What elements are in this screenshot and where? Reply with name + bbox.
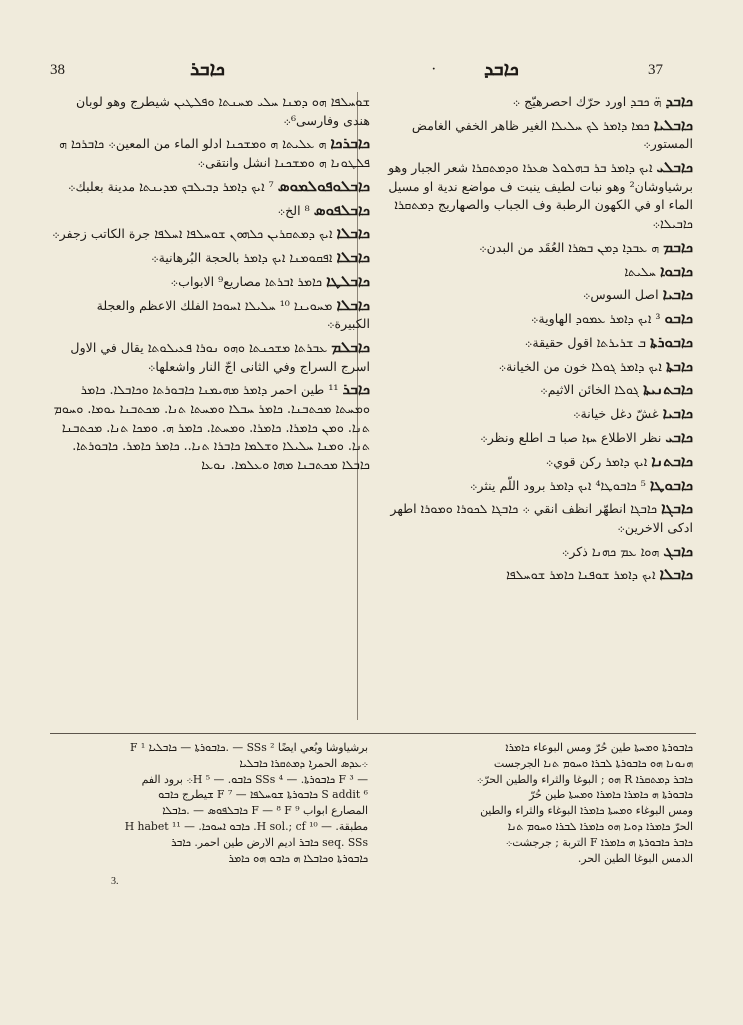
entry-headword: ܟܐܒܓܐ	[661, 499, 693, 518]
running-head-left: ܟܐܒܪ	[190, 58, 225, 80]
footnote-line: — ³ F ܟܐܒܘܪܬܐ. — ⁴ SSs ܟܐܒܘ. — ⁵ H܀ برود الفم	[141, 772, 368, 786]
entry-gloss: ܗ ܥܠܝܬܐ ܗ ܘܡܫܟܢܐ ادلو الماء من المعين܀ ܟܐܒܪܟܐ ܗ ܦܠܛܘܢܐ ܗ ܘܡܫܟܢܐ انشل وانتقى܀	[59, 136, 370, 170]
entry-headword: ܟܐܒܘܛܐ	[649, 475, 693, 494]
entry	[50, 134, 370, 172]
entry	[368, 452, 693, 472]
entry	[368, 116, 693, 154]
entry-headword: ܟܐܒܠܛܐ	[326, 271, 370, 290]
entry-gloss: ܒ ܫܪܝܪܬܐ اقول حقيقة܀	[524, 334, 647, 350]
entry	[368, 333, 693, 353]
entry	[368, 380, 693, 400]
entry-headword: ܟܐܒܠܝܐ	[653, 115, 693, 134]
entry-headword: ܟܐܒܠܐ	[659, 565, 693, 584]
running-header	[0, 58, 743, 88]
signature-mark: 3.	[111, 876, 119, 887]
entry	[50, 177, 370, 197]
footnote-line: ومس البوغاء ܘܡܚܬܐ ܟܐܡܪܐ البوغاء والثراء والطين	[480, 804, 693, 818]
entry-gloss: ܗܘܐ ܥܡ ܟܗܢܐ ذكر܀	[561, 543, 660, 559]
footnote-line: مطبقة. — ¹⁰ H sol.; cf. ܟܐܒܘ ܐܚܘܟܐ. — ¹¹ H habet	[124, 819, 368, 833]
entry-gloss: غشّ دغل خيانة܀	[572, 406, 659, 422]
footnote-line: ܟܐܒܘܪܬܐ ܘܡܚܬܐ طين حُرّ ومس البوعاء ܟܐܡܪܐ	[505, 741, 693, 754]
entry-gloss: ⁸ الخ܀	[277, 202, 310, 218]
entry-headword: ܟܐܒܓ	[663, 541, 693, 560]
entry	[50, 248, 370, 268]
entry-gloss: نظر الاطلاع ܚܙܐ صبا ܒ اطلع ونظر܀	[480, 429, 662, 445]
entry-gloss: ³ ܐܝܟ ܕܐܡܪ ܥܡܘܕ الهاوية܀	[530, 311, 661, 327]
footnote-line: المصارع ابواب ⁹ F — ⁸ F ܟܐܒܠܦܘܣ — .ܟܐܒܠܐ	[162, 804, 368, 818]
entry-gloss: ܫܘܚܠܦܐ ܗܘ ܕܡܢܐ ܚܠܝ ܡܚܢܬܐ ܘܦܠܛܝܢ شيطرج وهو لوبان هندى وفارسى⁶܀	[75, 94, 370, 128]
entry-headword: ܟܐܒܕ	[665, 92, 693, 110]
entry-headword: ܟܐܒܠܐ	[336, 224, 370, 243]
entry-gloss: ܐܦܩܘܡܢܐ ܐܝܟ ܕܐܡܪ بالحجة البُرهانية܀	[151, 250, 333, 266]
entry-headword: ܟܐܒܡ	[663, 237, 693, 256]
footnotes-left	[50, 740, 368, 885]
footnotes-right	[368, 740, 693, 885]
entry	[368, 238, 693, 258]
entry	[50, 380, 370, 474]
entry	[368, 499, 693, 537]
entry	[50, 92, 370, 130]
entry-gloss: ܚܠܝܬܐ	[624, 263, 656, 279]
entry-headword: ܟܐܒܠܝ	[656, 158, 693, 177]
entry-headword: ܟܐܒܠܐ	[336, 295, 370, 314]
entry-gloss: ܟܡܐ ܕܐܡܪ ܠܟ ܚܠܝܠܐ الغير ظاهر الخفي الغامض المستور܀	[411, 117, 693, 152]
footnote-line: ܀ܥܕܣ الحمرܐ ܕܡܬܩܪܐ ܟܐܒܠܝܐ	[239, 756, 368, 770]
entry-gloss: ܗ̈ ܟܒܕ اورد حرّك احصرهيّج ܀	[512, 94, 662, 109]
entry	[368, 262, 693, 282]
column-right	[368, 92, 693, 722]
entry-headword: ܟܐܒܬܐ	[665, 356, 693, 375]
footnote-line: ܟܐܒܘܪܬܐ ܗ ܟܐܡܪܐ ܟܐܡܪܐ ܘܡܚܬܐ طين حُرّ	[529, 788, 693, 802]
entry-gloss: ܐܝܟ ܕܐܡܪ ܫܘܦܢܐ ܟܐܡܪ ܫܘܚܠܦܐ	[506, 567, 656, 583]
entry	[368, 565, 693, 585]
entry	[50, 338, 370, 376]
footnote-line: الدمس البوغا الطين الحر.	[577, 851, 693, 865]
entry	[368, 476, 693, 496]
footnote-line: ܟܐܒܘܪܬܐ ܘܟܐܒܠܐ ܗ ܟܐܒܘ ܗܘ ܟܐܡܪ	[228, 851, 368, 865]
entry	[368, 404, 693, 424]
entry-gloss: ܥܒܪܬܐ ܡܫܟܢܬܐ ܘܗܘ ܢܘܪܐ ܦܥܝܠܘܬܐ يقال في الاول اسرج السراج وفي الثانى اجّ النار واشعلها܀	[70, 340, 370, 374]
entry-headword: ܟܐܒܬܢܐ	[651, 451, 693, 470]
entry-gloss: ܟܐܒܓܐ انطهّر انظف انقي ܀ ܟܐܒܓܐ ܠܟܘܪܐ ܘܡܘܪܐ اطهر ادكى الاخرين܀	[390, 501, 693, 535]
entry	[368, 542, 693, 562]
footnote-line: ܟܐܒܪ ܟܐܒܘܪܬܐ ܗ ܟܐܡܪܐ F التربة ; جرجشت܀	[505, 835, 693, 849]
entry-gloss: ܟܐܡܪ ܐܒܪܬܐ مصاريع⁹ الابواب܀	[170, 273, 323, 289]
entry-gloss: ܗ ܥܒܕܐ ܕܡܢ ܒܣܪܐ العُقَد من البدن܀	[479, 239, 660, 255]
entry-gloss: ܐܝܟ ܕܐܡܪ ܓܘܠܐ خون من الخيانة܀	[498, 358, 662, 374]
entry-headword: ܟܐܒܘܪܬܐ	[650, 332, 693, 351]
entry-gloss: ܐܝܟ ܕܐܡܪ ܒܪ ܒܗܠܘܠ ܣܥܪܐ ܘܕܡܬܩܪܐ شعر الجبار وهو برشياوشان² وهو نبات لطيف ينبت ف مواضع ندية او مسيل الماء او في الكهون الرطبة وف الجباب والصهاريج ܕܡܬܩܪܐ ܟܐܒܝܠܐ܀	[388, 160, 693, 231]
entry	[368, 92, 693, 112]
footnote-line: seq. SSs ܟܐܒܪ ادیم الارض طين احمر. ܟܐܒܪ	[171, 835, 368, 849]
footnote-line: الحرّ ܟܐܡܪܐ ܕܘܝܐ ܗܘ ܟܐܡܪܐ ܠܒܪܐ ܘܚܘܡ ܬܢܐ	[507, 819, 693, 833]
footnote-line: ⁶ S addit ܟܐܒܘܪܬܐ ܫܘܚܠܦܐ — ⁷ F ܫيطرج ܟܐܒܘ	[158, 788, 368, 802]
entry-headword: ܟܐܒܪ	[342, 380, 370, 399]
entry	[50, 272, 370, 292]
entry-gloss: ¹¹ طين احمر ܕܐܡܪ ܡܗܝܡܢܐ ܟܐܒܘܪܬܐ ܘܟܐܒܠܐ. ܟܐܡܪ ܘܡܚܬܐ ܡܟܬܒܢܐ. ܟܐܡܪ ܚܒܠܐ ܘܡܚܬܐ ܬܢܐ. ܡܟܬܒܢܐ ܝܘܡܐ. ܘܚܘܡ ܬܢܐ. ܘܡܢ ܟܐܡܪܐ. ܟܐܡܪܐ. ܘܡܚܬܐ. ܟܐܡܪ ܗ. ܘܡܟܐ ܬܢܐ. ܡܟܬܒܢܐ ܬܢܐ. ܘܡܢܐ ܚܠܝܠܐ ܘܫܠܡܐ ܟܐܒܪܐ ܬܢܐ.. ܟܐܡܪ ܟܐܡܪ. ܟܐܒܘܪܬܐ. ܟܐܒܠܐ ܡܟܬܒܢܐ ܡܗܐ ܘܥܠܡܐ. ܢܘܥܐ	[53, 382, 370, 472]
entry-headword: ܟܐܒܠܦܘܣ	[313, 200, 370, 219]
entry	[50, 224, 370, 244]
footnote-line: برشياوشا وبُعي ايضًا SSs ² — .ܟܐܒܘܪܬܐ — ܟܐܒܠܝܐ F ¹	[129, 741, 368, 754]
entry-gloss: اصل السوس܀	[582, 287, 659, 303]
entry-gloss: ܐܝܟ ܕܐܡܪ ركن قوي܀	[545, 453, 648, 469]
entry-headword: ܟܐܒܪܟܐ	[330, 134, 370, 153]
entry-headword: ܟܐܒܘ	[664, 309, 693, 328]
entry-headword: ܟܐܒܬܢܝܬܐ	[643, 380, 693, 399]
entry	[368, 357, 693, 377]
entry-headword: ܟܐܒܝ	[665, 427, 693, 446]
entry	[368, 285, 693, 305]
entry	[368, 309, 693, 329]
entry-headword: ܟܐܒܠܘܦܘܠܡܘܣ	[277, 176, 370, 195]
entry	[50, 296, 370, 334]
page-number-left: 38	[50, 62, 65, 78]
entry-gloss: ܓܘܠܐ الخائن الاثيم܀	[540, 382, 640, 398]
entry-gloss: ܐܝܟ ܕܡܬܩܪܝܢ ܟܠܗܘܢ ܫܘܚܠܦܐ ܐܚܠܦܐ جرة الكاتب زجفر܀	[52, 226, 333, 242]
footnote-line: ܟܐܒܪ ܕܡܬܩܪܐ R ܗܘ ; البوغا والثراء والطين الحرّ܀	[476, 772, 693, 786]
entry-headword: ܟܐܒܝܐ	[662, 285, 693, 304]
running-head-right: ܟܐܒܕ	[484, 58, 519, 80]
entry	[50, 201, 370, 221]
entry	[368, 428, 693, 448]
entry-headword: ܟܐܒܠܐ	[336, 248, 370, 267]
footnote-rule	[50, 733, 696, 734]
footnote-line: ܗܢܘܢܐ ܗܘ ܟܐܒܘܪܬܐ ܠܒܪܐ ܘܚܘܡ ܬܢܐ الجرجست	[493, 756, 693, 770]
entry-gloss: ܡܚܘܝܢܐ ¹⁰ ܚܠܝܠܐ ܐܚܘܟܐ الفلك الاعظم والعجلة الكبيرة܀	[96, 297, 370, 332]
entry-headword: ܟܐܒܠܡ	[331, 338, 370, 357]
column-left	[50, 92, 370, 722]
entry-headword: ܟܐܒܘܐ	[659, 261, 693, 280]
entry-gloss: ⁵ ܟܐܒܘܛܐ⁴ ܐܝܟ ܕܐܡܪ برود اللّم ينثر܀	[469, 477, 646, 493]
entry-gloss: ⁷ ܐܝܟ ܕܐܡܪ ܕܒܝܠܒܟ ܡܕܝܢܬܐ مدينة بعلبك܀	[67, 178, 274, 194]
entry-headword: ܟܐܒܝܐ	[662, 404, 693, 423]
entry	[368, 158, 693, 233]
page-number-right: 37	[648, 62, 663, 78]
header-ornament: ·	[432, 64, 436, 75]
